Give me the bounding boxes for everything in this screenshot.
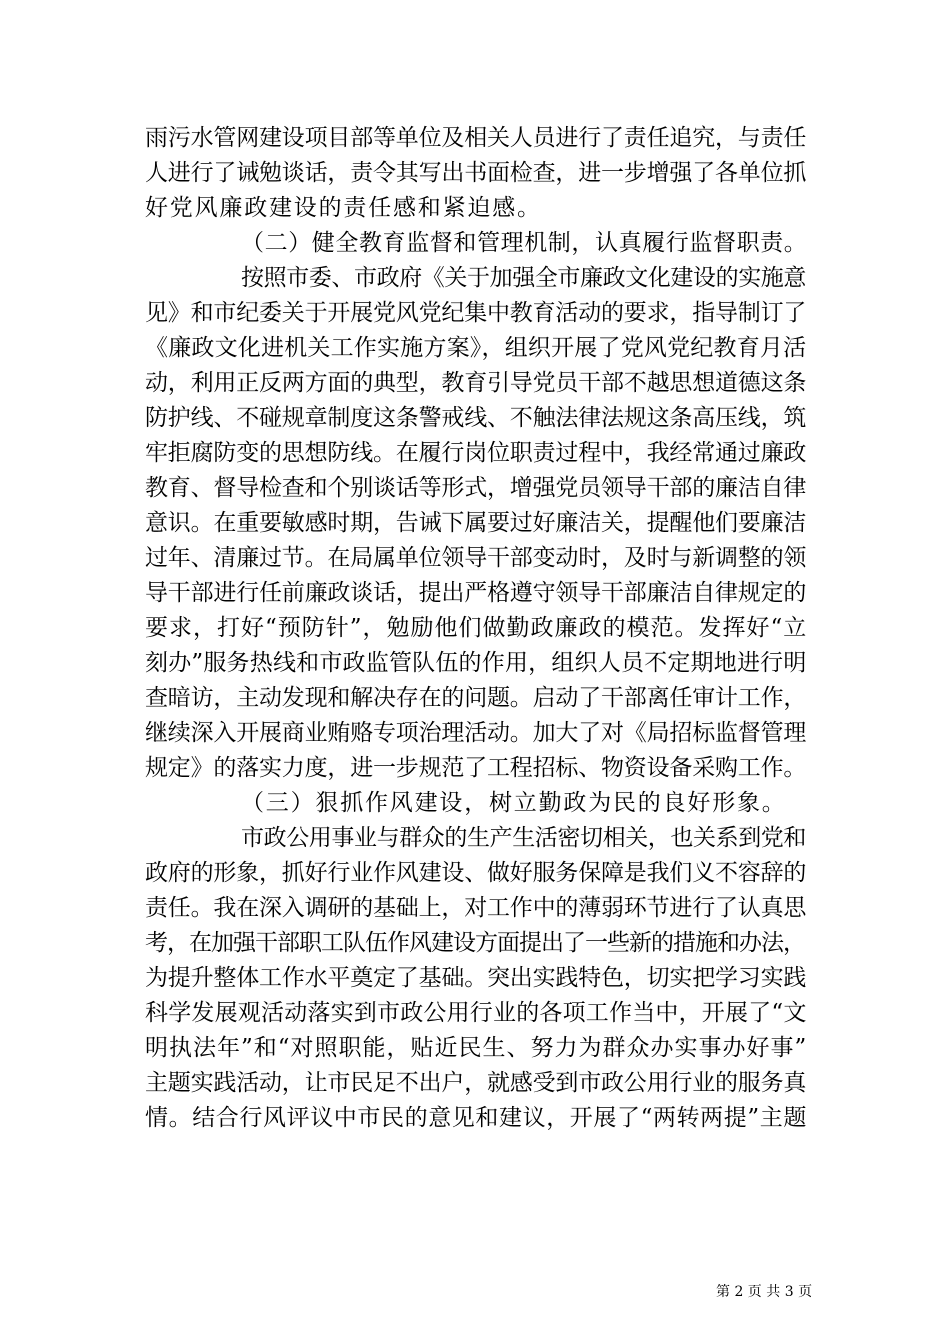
text-line: 情。结合行风评议中市民的意见和建议，开展了“两转两提”主题 xyxy=(145,1105,807,1131)
text-line: 规定》的落实力度，进一步规范了工程招标、物资设备采购工作。 xyxy=(145,755,807,781)
section-heading: （二）健全教育监督和管理机制，认真履行监督职责。 xyxy=(241,230,808,256)
text-line: 考，在加强干部职工队伍作风建设方面提出了一些新的措施和办法， xyxy=(145,930,805,956)
text-line: 明执法年”和“对照职能，贴近民生、努力为群众办实事办好事” xyxy=(145,1035,808,1061)
text-line: 雨污水管网建设项目部等单位及相关人员进行了责任追究，与责任 xyxy=(145,125,807,151)
text-line: 要求，打好“预防针”，勉励他们做勤政廉政的模范。发挥好“立 xyxy=(145,615,808,641)
page-number-footer: 第 2 页 共 3 页 xyxy=(716,1284,813,1300)
text-line: 为提升整体工作水平奠定了基础。突出实践特色，切实把学习实践 xyxy=(145,965,807,991)
text-line: 见》和市纪委关于开展党风党纪集中教育活动的要求，指导制订了 xyxy=(145,300,807,326)
text-line: 好党风廉政建设的责任感和紧迫感。 xyxy=(145,195,542,221)
text-line: 继续深入开展商业贿赂专项治理活动。加大了对《局招标监督管理 xyxy=(145,720,807,746)
section-heading: （三）狠抓作风建设，树立勤政为民的良好形象。 xyxy=(241,790,787,816)
text-line: 防护线、不碰规章制度这条警戒线、不触法律法规这条高压线，筑 xyxy=(145,405,807,431)
text-line: 意识。在重要敏感时期，告诫下属要过好廉洁关，提醒他们要廉洁 xyxy=(145,510,807,536)
text-line: 过年、清廉过节。在局属单位领导干部变动时，及时与新调整的领 xyxy=(145,545,807,571)
text-line: 市政公用事业与群众的生产生活密切相关，也关系到党和 xyxy=(241,825,807,851)
text-line: 主题实践活动，让市民足不出户，就感受到市政公用行业的服务真 xyxy=(145,1070,807,1096)
text-line: 教育、督导检查和个别谈话等形式，增强党员领导干部的廉洁自律 xyxy=(145,475,807,501)
text-line: 按照市委、市政府《关于加强全市廉政文化建设的实施意 xyxy=(241,265,807,291)
text-line: 人进行了诫勉谈话，责令其写出书面检查，进一步增强了各单位抓 xyxy=(145,160,807,186)
text-line: 查暗访，主动发现和解决存在的问题。启动了干部离任审计工作， xyxy=(145,685,807,711)
text-line: 责任。我在深入调研的基础上，对工作中的薄弱环节进行了认真思 xyxy=(145,895,807,921)
text-line: 政府的形象，抓好行业作风建设、做好服务保障是我们义不容辞的 xyxy=(145,860,807,886)
text-line: 科学发展观活动落实到市政公用行业的各项工作当中，开展了“文 xyxy=(145,1000,807,1026)
text-line: 牢拒腐防变的思想防线。在履行岗位职责过程中，我经常通过廉政 xyxy=(145,440,807,466)
text-line: 《廉政文化进机关工作实施方案》，组织开展了党风党纪教育月活 xyxy=(145,335,807,361)
text-line: 动，利用正反两方面的典型，教育引导党员干部不越思想道德这条 xyxy=(145,370,807,396)
text-line: 刻办”服务热线和市政监管队伍的作用，组织人员不定期地进行明 xyxy=(145,650,807,676)
text-line: 导干部进行任前廉政谈话，提出严格遵守领导干部廉洁自律规定的 xyxy=(145,580,807,606)
